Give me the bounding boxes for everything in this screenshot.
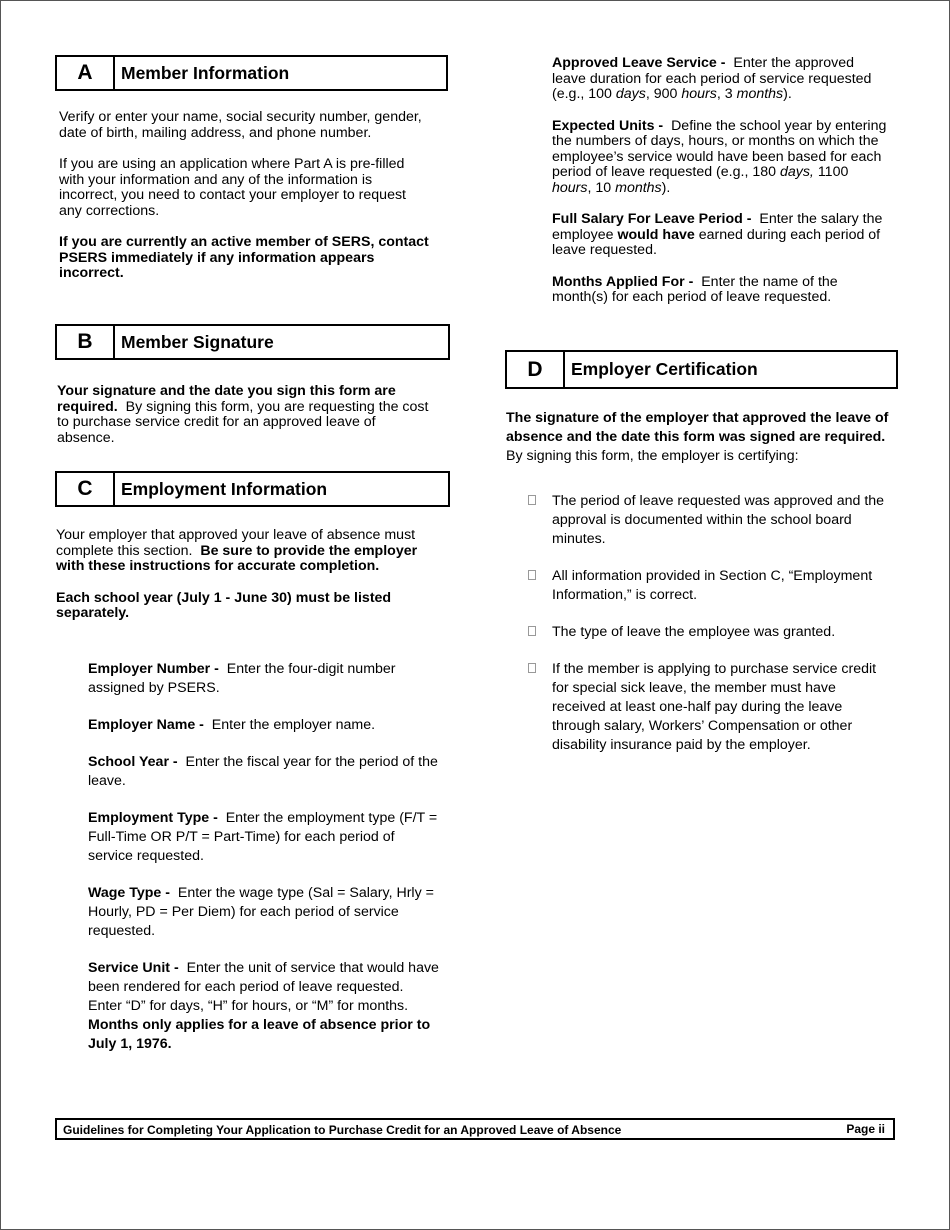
section-d-letter: D <box>507 352 565 387</box>
item-employer-number-text: Enter the four-digit number assigned by PSERS. <box>88 661 396 696</box>
section-b-p1-bold: Your signature and the date you sign this form are required. <box>57 383 396 415</box>
section-b-letter: B <box>57 326 115 358</box>
expected-t4: ). <box>661 179 671 196</box>
list-item <box>528 567 890 605</box>
list-item-text: If the member is applying to purchase service credit for special sick leave, the member must have received at least one-half pay during the leave through salary, Workers’ Compensation or other disability insurance paid by the employer. <box>552 661 877 753</box>
item-employer-number-label: Employer Number - <box>88 661 219 677</box>
full-salary-bold: would have <box>617 226 695 243</box>
item-school-year-text: Enter the fiscal year for the period of the leave. <box>88 754 438 789</box>
right-column <box>552 56 890 306</box>
expected-i2: hours <box>552 179 588 196</box>
section-d-title: Employer Certification <box>571 359 758 379</box>
section-d-body <box>506 409 891 466</box>
approved-i3: months <box>736 86 784 102</box>
approved-t3: , 3 <box>716 86 733 102</box>
section-d-list <box>528 492 890 755</box>
item-school-year <box>88 753 440 791</box>
item-school-year-label: School Year - <box>88 754 178 770</box>
item-wage-type-text: Enter the wage type (Sal = Salary, Hrly = Hourly, PD = Per Diem) for each period of service requested. <box>88 885 434 939</box>
section-c-body <box>56 528 430 622</box>
checkbox-icon <box>528 570 536 580</box>
section-a-p3: If you are currently an active member of SERS, contact PSERS immediately if any information appears incorrect. <box>59 234 429 281</box>
expected-t3: , 10 <box>587 179 612 196</box>
section-d-p1 <box>506 409 891 466</box>
section-d-header <box>505 350 898 389</box>
section-a-title: Member Information <box>121 62 290 83</box>
section-b-title: Member Signature <box>121 331 274 352</box>
approved-t4: ). <box>783 86 792 102</box>
list-item-text: The period of leave requested was approved and the approval is documented within the school board minutes. <box>552 493 885 547</box>
section-b-p1 <box>57 384 435 446</box>
approved-label: Approved Leave Service - <box>552 55 726 71</box>
section-c-p2: Each school year (July 1 - June 30) must be listed separately. <box>56 589 392 621</box>
section-c-title: Employment Information <box>121 478 328 499</box>
item-employer-name-label: Employer Name - <box>88 717 204 733</box>
section-c-letter: C <box>57 473 115 505</box>
item-service-unit-text: Enter the unit of service that would have been rendered for each period of leave requested. Enter “D” for days, “H” for hours, or “M” for months. <box>88 960 439 1014</box>
item-employment-type-text: Enter the employment type (F/T = Full-Time OR P/T = Part-Time) for each period of service requested. <box>88 810 438 864</box>
page-footer <box>55 1118 895 1140</box>
footer-page-number: Page ii <box>846 1122 885 1136</box>
section-a-p1: Verify or enter your name, social security number, gender, date of birth, mailing address, and phone number. <box>59 109 422 141</box>
section-c-items <box>88 660 440 1054</box>
item-employer-number <box>88 660 440 698</box>
item-wage-type <box>88 884 440 941</box>
expected-t2: 1100 <box>817 164 849 180</box>
checkbox-icon <box>528 663 536 673</box>
full-salary <box>552 212 890 259</box>
list-item <box>528 492 890 549</box>
full-salary-label: Full Salary For Leave Period - <box>552 211 752 227</box>
section-d-p1-rest: By signing this form, the employer is certifying: <box>506 448 799 464</box>
approved-i1: days <box>615 86 646 102</box>
expected-label: Expected Units - <box>552 117 664 134</box>
expected-text1: Define the school year by entering the numbers of days, hours, or months on which the employee’s service would have been based for each period of leave requested (e.g., 180 <box>552 117 887 180</box>
expected-units <box>552 119 890 197</box>
item-employer-name-text: Enter the employer name. <box>211 717 376 733</box>
section-a-p2: If you are using an application where Part A is pre-filled with your information and any of the information is incorrect, you need to contact your employer to request any corrections. <box>59 156 406 219</box>
item-employer-name <box>88 716 440 735</box>
checkbox-icon <box>528 495 536 505</box>
item-service-unit-bold: Months only applies for a leave of absence prior to July 1, 1976. <box>88 1017 431 1052</box>
approved-i2: hours <box>681 86 717 102</box>
list-item <box>528 660 890 755</box>
footer-title: Guidelines for Completing Your Application to Purchase Credit for an Approved Leave of Absence <box>63 1123 622 1137</box>
section-a-header <box>55 55 448 91</box>
checkbox-icon <box>528 626 536 636</box>
item-employment-type <box>88 809 440 866</box>
section-b-p1-rest: By signing this form, you are requesting the cost to purchase service credit for an approved leave of absence. <box>57 398 429 446</box>
item-service-unit-label: Service Unit - <box>88 960 179 976</box>
section-c-header <box>55 471 450 507</box>
months-applied-label: Months Applied For - <box>552 273 694 290</box>
section-c-p1 <box>56 528 430 575</box>
item-employment-type-label: Employment Type - <box>88 810 218 826</box>
list-item-text: All information provided in Section C, “Employment Information,” is correct. <box>552 568 873 603</box>
full-salary-text1: Enter the salary the employee <box>552 211 883 243</box>
expected-i1: days, <box>779 164 814 180</box>
approved-text1: Enter the approved leave duration for each period of service requested (e.g., 100 <box>552 55 872 102</box>
section-a-body <box>59 110 431 282</box>
item-service-unit <box>88 959 440 1054</box>
months-applied <box>552 275 890 306</box>
approved-leave-service <box>552 56 890 103</box>
approved-t2: , 900 <box>645 86 678 102</box>
section-d-p1-bold: The signature of the employer that approved the leave of absence and the date this form was signed are required. <box>506 410 889 445</box>
item-wage-type-label: Wage Type - <box>88 885 170 901</box>
section-b-header <box>55 324 450 360</box>
full-salary-text2: earned during each period of leave requested. <box>552 226 881 258</box>
section-c-p1-bold: Be sure to provide the employer with these instructions for accurate completion. <box>56 542 418 574</box>
section-d-list-wrap <box>528 492 890 755</box>
list-item-text: The type of leave the employee was granted. <box>552 624 836 640</box>
expected-i3: months <box>615 179 662 196</box>
section-a-letter: A <box>57 57 115 89</box>
list-item <box>528 623 890 642</box>
months-applied-text: Enter the name of the month(s) for each period of leave requested. <box>552 273 838 305</box>
section-b-body <box>57 384 435 446</box>
section-c-p1-plain: Your employer that approved your leave of absence must complete this section. <box>56 527 416 559</box>
